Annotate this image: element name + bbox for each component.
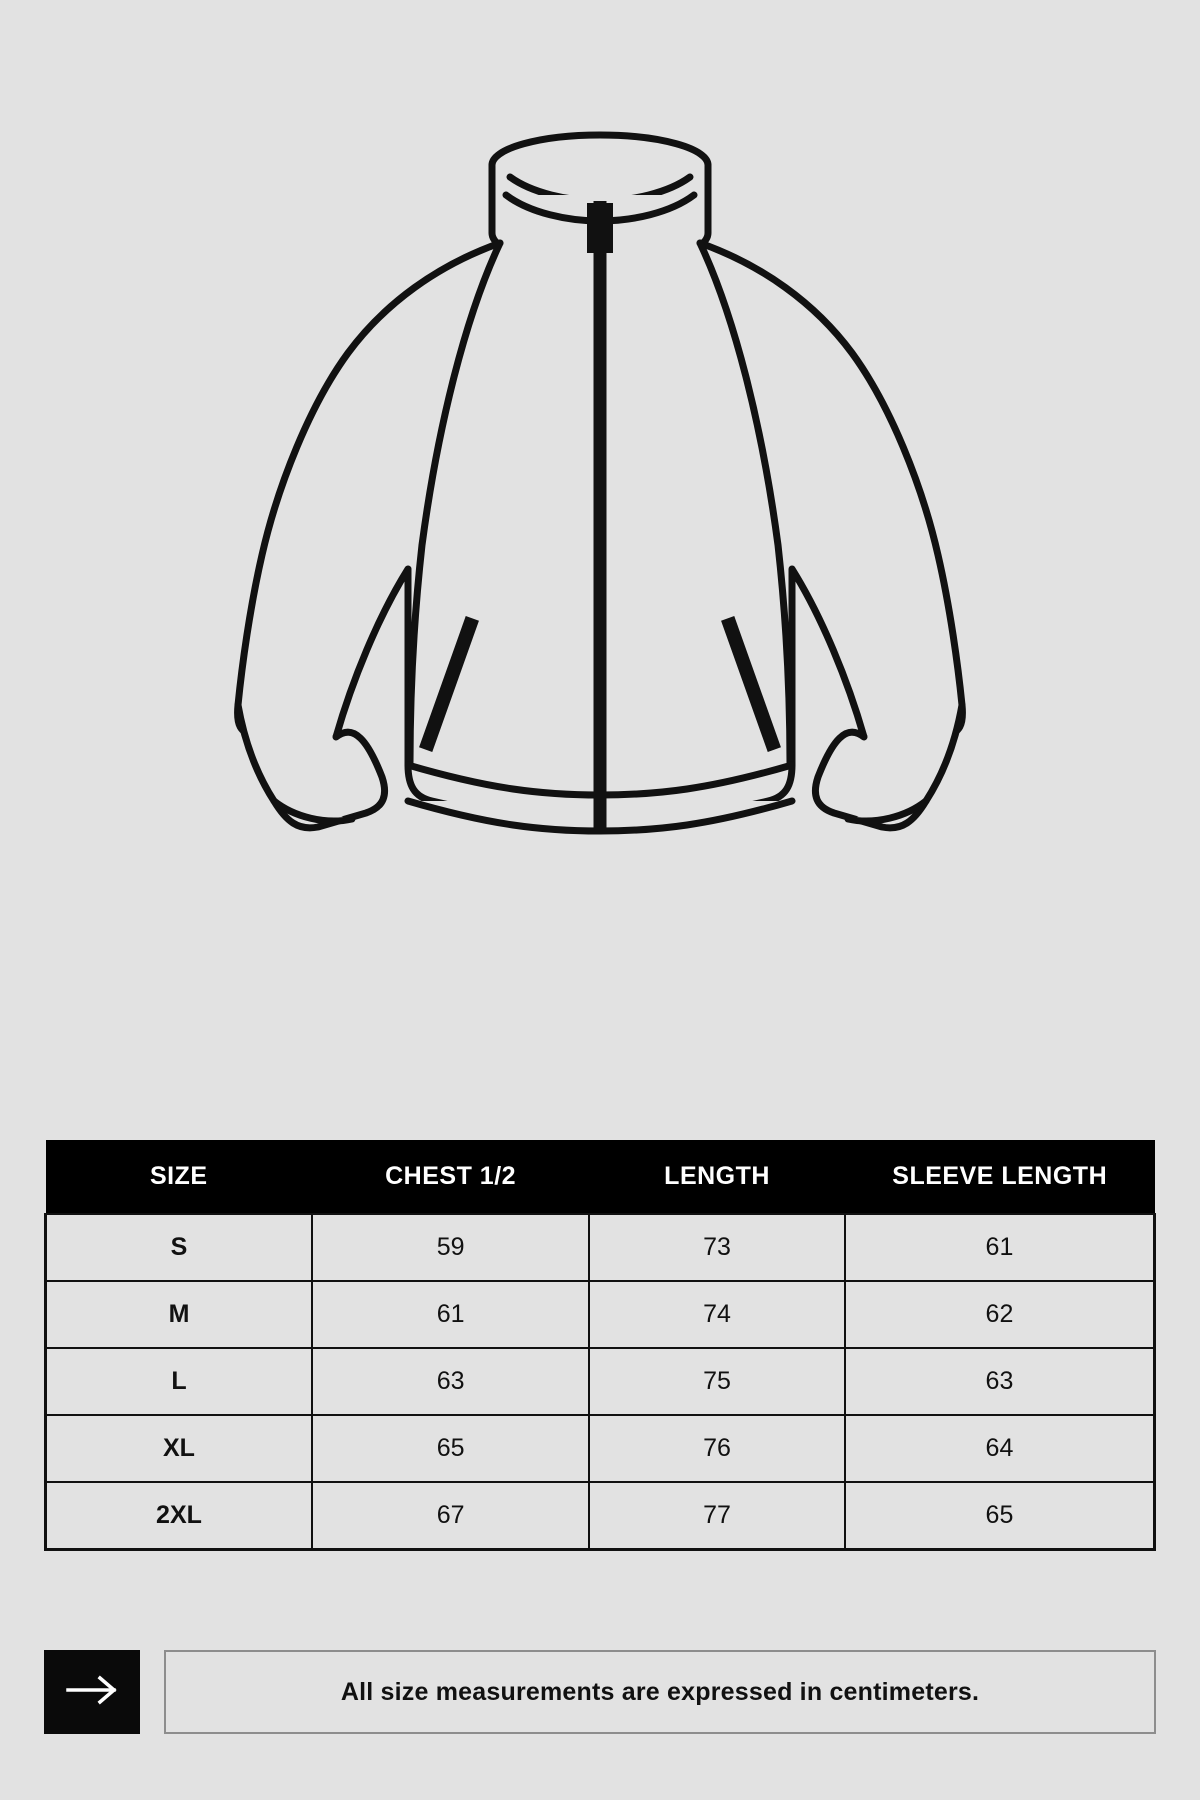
arrow-right-icon [64,1674,120,1711]
measurement-note-text: All size measurements are expressed in centimeters. [340,1677,980,1706]
arrow-right-badge [44,1650,140,1734]
jacket-illustration [0,60,1200,990]
cell-chest: 65 [312,1415,589,1482]
cell-chest: 61 [312,1281,589,1348]
column-header-length: LENGTH [589,1140,845,1214]
footer-note [44,1650,1156,1734]
column-header-size: SIZE [46,1140,312,1214]
cell-size: XL [46,1415,312,1482]
cell-size: S [46,1214,312,1281]
column-header-sleeve-length: SLEEVE LENGTH [845,1140,1155,1214]
table-row [46,1214,1155,1281]
cell-sleeve: 63 [845,1348,1155,1415]
size-table [44,1140,1156,1551]
table-row [46,1348,1155,1415]
table-row [46,1415,1155,1482]
cell-sleeve: 62 [845,1281,1155,1348]
cell-length: 73 [589,1214,845,1281]
table-row [46,1281,1155,1348]
cell-chest: 63 [312,1348,589,1415]
size-table-head [46,1140,1155,1214]
cell-length: 76 [589,1415,845,1482]
cell-size: L [46,1348,312,1415]
cell-size: 2XL [46,1482,312,1550]
cell-chest: 59 [312,1214,589,1281]
cell-length: 77 [589,1482,845,1550]
size-table-container [44,1140,1156,1551]
cell-length: 74 [589,1281,845,1348]
size-table-body [46,1214,1155,1550]
cell-sleeve: 61 [845,1214,1155,1281]
cell-chest: 67 [312,1482,589,1550]
measurement-note-box [164,1650,1156,1734]
cell-sleeve: 64 [845,1415,1155,1482]
cell-length: 75 [589,1348,845,1415]
cell-sleeve: 65 [845,1482,1155,1550]
cell-size: M [46,1281,312,1348]
table-row [46,1482,1155,1550]
table-header-row [46,1140,1155,1214]
column-header-chest: CHEST 1/2 [312,1140,589,1214]
